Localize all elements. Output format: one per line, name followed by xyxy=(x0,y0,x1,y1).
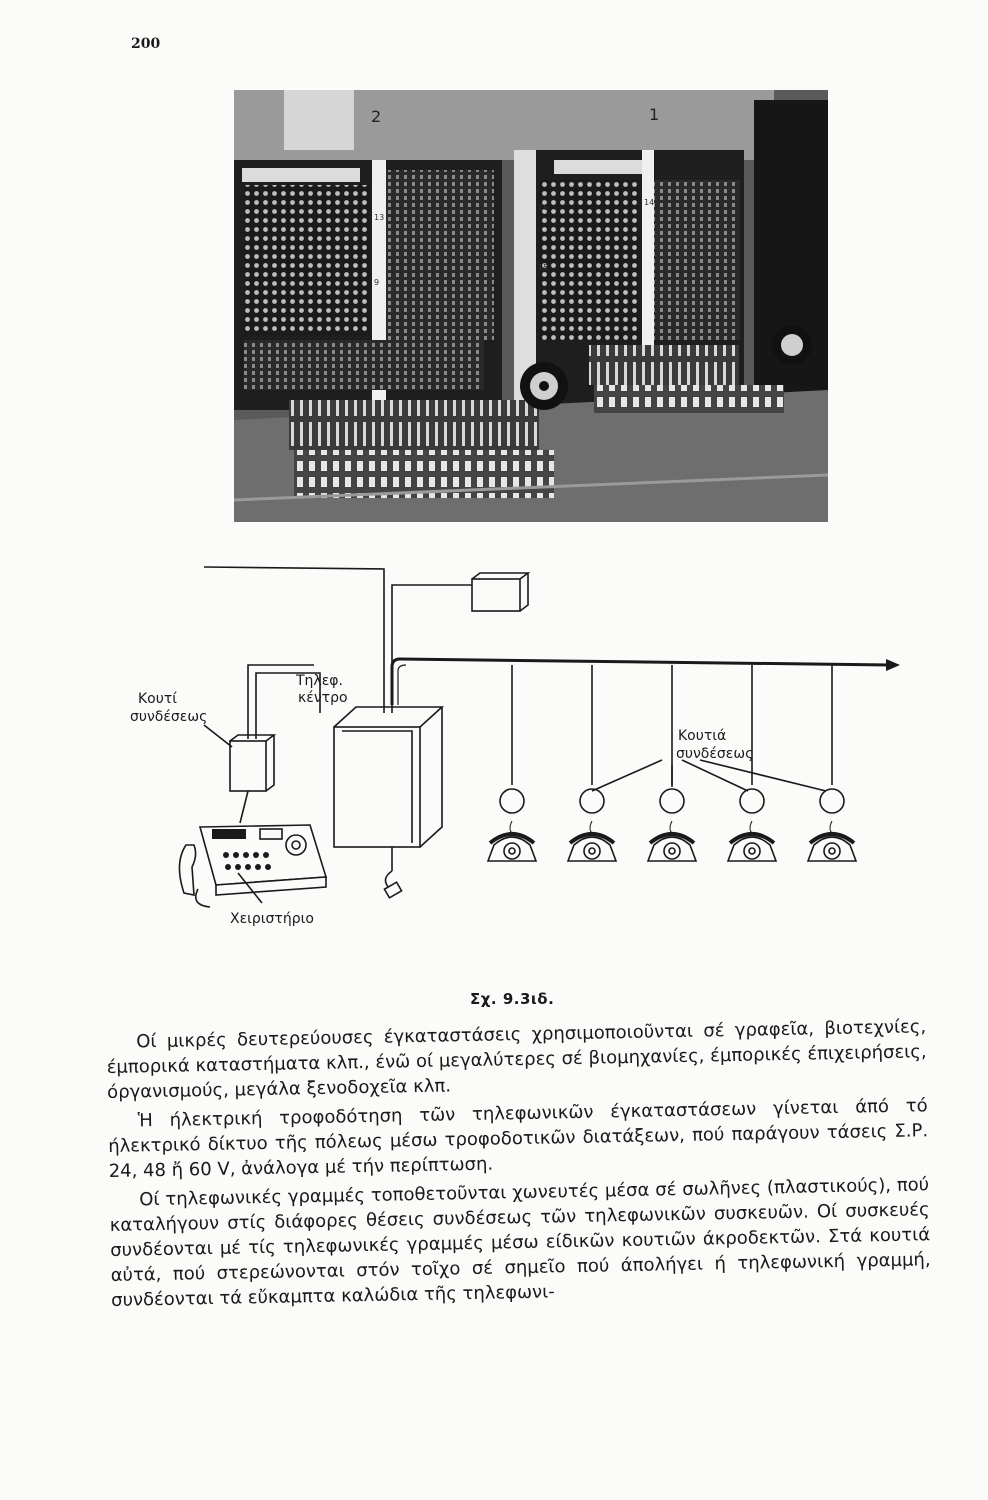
page-number: 200 xyxy=(131,36,161,52)
exchange-cabinet xyxy=(334,707,442,898)
operator-console xyxy=(179,825,326,907)
strip-number: 14 xyxy=(644,198,655,207)
strip-number: 15 xyxy=(538,263,549,272)
connection-box-label-line1: Κουτί xyxy=(138,691,178,707)
connection-box-label xyxy=(130,691,207,725)
exchange-label-line1b: Τηλεφ. xyxy=(296,673,343,689)
switchboard-photo xyxy=(234,90,828,522)
label-arrows xyxy=(592,760,826,791)
connection-boxes-label-line2: συνδέσεως xyxy=(676,746,754,762)
connection-box xyxy=(230,735,274,791)
connection-boxes-label xyxy=(676,728,753,762)
operator-console-label: Χειριστήριο xyxy=(230,911,314,927)
connection-boxes-label-line1: Κουτιά xyxy=(678,728,727,744)
panel-number-1: 1 xyxy=(649,105,660,124)
strip-number: 9 xyxy=(374,278,380,287)
paragraph: Οί μικρές δευτερεύουσες έγκαταστάσεις χρησιμοποιοῦνται σέ γραφεῖα, βιοτεχνίες, έμπορικά καταστήματα κλπ., ένῶ οί μεγαλύτερες σέ βιομηχανίες, έμπορικές έπιχειρήσεις, όργανισμούς, μεγάλα ξενοδοχεῖα κλπ. xyxy=(106,1016,927,1103)
telephone-drops xyxy=(500,665,844,813)
paragraph: Οί τηλεφωνικές γραμμές τοποθετοῦνται χωνευτές μέσα σέ σωλῆνες (πλαστικούς), πού καταλήγουν στίς διάφορες θέσεις συνδέσεως τῶν τηλεφωνικῶν συσκευῶν. Οί συσκευές συνδέονται μέ τίς τηλεφωνικές γραμμές μέσω είδικῶν κουτιῶν άκροδεκτῶν. Στά κουτιά αὐτά, πού στερεώνονται στόν τοῖχο σέ σημεῖο πού άπολήγει ή τηλεφωνική γραμμή, συνδέονται τά εὔκαμπτα καλώδια τῆς τηλεφωνι- xyxy=(109,1174,931,1311)
top-box xyxy=(472,573,528,611)
connection-box-label-line2: συνδέσεως xyxy=(130,709,208,725)
paragraph: Ἡ ήλεκτρική τροφοδότηση τῶν τηλεφωνικῶν έγκαταστάσεων γίνεται άπό τό ήλεκτρικό δίκτυο τῆς πόλεως μέσω τροφοδοτικῶν διατάξεων, πού παράγουν τάσεις Σ.Ρ. 24, 48 ἤ 60 V, ἀνάλογα μέ τήν περίπτωση. xyxy=(108,1095,929,1182)
body-text xyxy=(106,1014,931,1317)
telephones xyxy=(488,821,856,861)
wiring-diagram xyxy=(130,555,910,945)
exchange-label-text xyxy=(295,673,348,706)
strip-number: 13 xyxy=(374,213,385,222)
figure-caption: Σχ. 9.3ιδ. xyxy=(470,990,555,1008)
strip-number: 16 xyxy=(538,203,549,212)
panel-number-2: 2 xyxy=(371,107,382,126)
exchange-label-line2: κέντρο xyxy=(298,690,348,706)
